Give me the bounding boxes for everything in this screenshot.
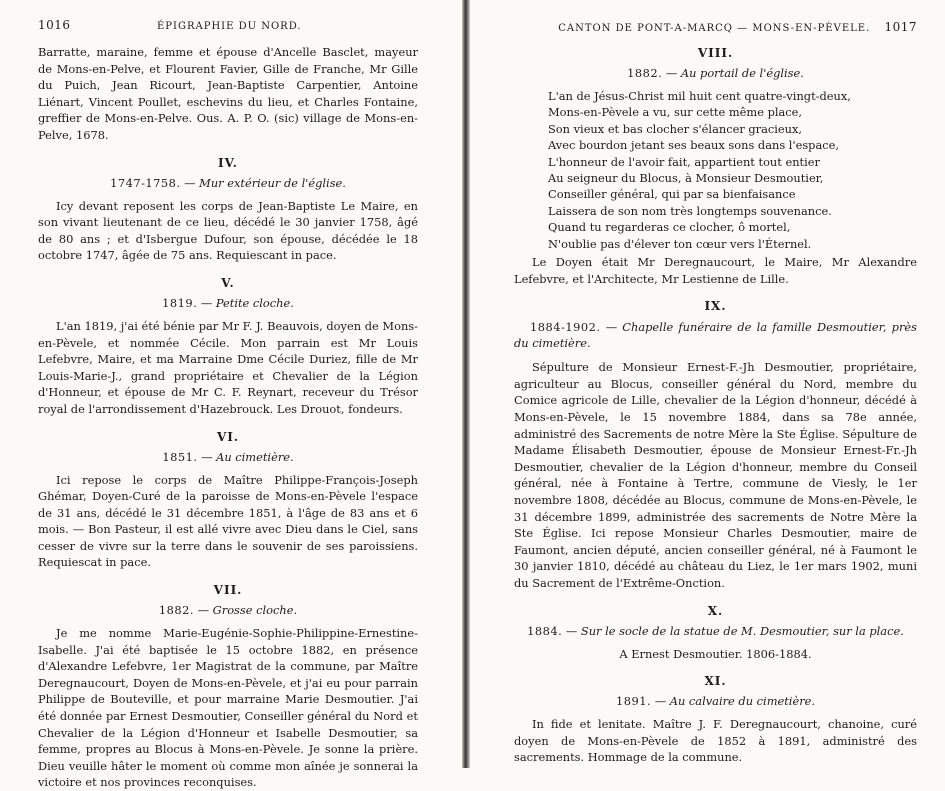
book-gutter [462, 0, 470, 768]
poem-line: Son vieux et bas clocher s'élancer gracieux, [548, 121, 803, 136]
section-9-text: Sépulture de Monsieur Ernest-F.-Jh Desmoutier, propriétaire, agriculteur au Blocus, conseiller général du Nord, membre du Comice agricole de Lille, chevalier de la Légion d'honneur, décédé à Mons-en-Pèvele, le 15 novembre 1884, dans sa 78e année, administré des Sacrements de notre Mère la Ste Église. Sépulture de Madame Élisabeth Desmoutier, épouse de Monsieur Ernest-Fr.-Jh Desmoutier, chevalier de la Légion d'honneur, membre du Conseil général, née à Fontaine à Tertre, commune de Viesly, le 1er novembre 1808, décédée au Blocus, commune de Mons-en-Pèvele, le 31 décembre 1899, administrée des sacrements de Notre Mère la Ste Église. Ici repose Monsieur Charles Desmoutier, maire de Faumont, ancien député, ancien conseiller général, né à Faumont le 30 janvier 1810, décédé au château du Liez, le 1er mars 1902, muni du Sacrement de l'Extrême-Onction. [514, 360, 917, 590]
section-7-heading [38, 603, 418, 617]
poem-line: L'honneur de l'avoir fait, appartient tout entier [548, 154, 820, 169]
section-4-numeral: IV. [217, 155, 238, 170]
section-6-text: Ici repose le corps de Maître Philippe-François-Joseph Ghémar, Doyen-Curé de la paroisse de Mons-en-Pèvele l'espace de 31 ans, décédé le 31 décembre 1851, à l'âge de 83 ans et 6 mois. — Bon Pasteur, il est allé vivre avec Dieu dans le Ciel, sans cesser de vivre sur la terre dans le souvenir de ses paroissiens. Requiescat in pace. [38, 472, 418, 570]
left-running-title: ÉPIGRAPHIE DU NORD. [157, 21, 302, 32]
poem-line: Conseiller général, qui par sa bienfaisance [548, 187, 796, 202]
section-8-poem [514, 88, 917, 252]
section-7-title: — Grosse cloche. [197, 603, 298, 618]
right-running-head [514, 20, 917, 34]
section-10-heading [514, 624, 917, 638]
section-9-date: 1884-1902. [530, 320, 601, 335]
section-10-text: A Ernest Desmoutier. 1806-1884. [619, 646, 812, 661]
section-4-text: Icy devant reposent les corps de Jean-Baptiste Le Maire, en son vivant lieutenant de ce lieu, décédé le 30 janvier 1758, âgé de 80 ans ; et d'Isbergue Dufour, son épouse, décédée le 18 octobre 1747, âgée de 75 ans. Requiescant in pace. [38, 198, 418, 263]
section-7-date: 1882. [158, 603, 195, 618]
section-7-text: Je me nomme Marie-Eugénie-Sophie-Philippine-Ernestine-Isabelle. J'ai été baptisée le 15 octobre 1882, en présence d'Alexandre Lefebvre, 1er Magistrat de la commune, par Maître Deregnaucourt, Doyen de Mons-en-Pèvele, et j'ai eu pour parrain Philippe de Bouteville, et pour marraine Marie Desmoutier. J'ai été donnée par Ernest Desmoutier, Conseiller général du Nord et Chevalier de la Légion d'Honneur et Isabelle Desmoutier, sa femme, propres au Blocus à Mons-en-Pèvele. Je sonne la prière. Dieu veuille hâter le moment où comme mon aînée je sonnerai la victoire et nos provinces reconquises. [38, 626, 418, 790]
section-4-title: — Mur extérieur de l'église. [184, 175, 346, 190]
section-7-numeral: VII. [213, 583, 243, 598]
section-11-heading [514, 694, 917, 708]
section-6-heading [38, 450, 418, 464]
section-11-text: In fide et lenitate. Maître J. F. Deregnaucourt, chanoine, curé doyen de Mons-en-Pèvele de 1852 à 1891, administré des sacrements. Hommage de la commune. [514, 717, 917, 765]
section-9-title: — Chapelle funéraire de la famille Desmoutier, près du cimetière. [514, 320, 917, 351]
left-page-number: 1016 [38, 18, 71, 32]
section-5-date: 1819. [162, 295, 198, 310]
section-8-date: 1882. [627, 66, 663, 80]
section-10-title: — Sur le socle de la statue de M. Desmoutier, sur la place. [565, 623, 904, 638]
section-11-date: 1891. [616, 694, 652, 709]
section-8-numeral: VIII. [697, 46, 734, 60]
poem-line: Quand tu regarderas ce clocher, ô mortel, [548, 220, 791, 235]
section-5-text: L'an 1819, j'ai été bénie par Mr F. J. Beauvois, doyen de Mons-en-Pèvele, et nommée Cécile. Mon parrain est Mr Louis Lefebvre, Maire, et ma Marraine Dme Cécile Duriez, fille de Mr Louis-Marie-J., grand propriétaire et Chevalier de la Légion d'Honneur, et épouse de Mr C. F. Reynart, receveur du Trésor royal de l'arrondissement d'Hazebrouck. Les Drouot, fondeurs. [38, 318, 418, 416]
section-4-heading [38, 176, 418, 190]
section-10-date: 1884. [527, 623, 563, 638]
right-page [470, 0, 945, 768]
right-running-title: CANTON DE PONT-A-MARCQ — MONS-EN-PÈVELE. [558, 23, 871, 34]
section-5-heading [38, 296, 418, 310]
poem-line: Au seigneur du Blocus, à Monsieur Desmoutier, [548, 171, 824, 186]
section-6-numeral: VI. [216, 429, 240, 444]
poem-line: Avec bourdon jetant ses beaux sons dans l'espace, [548, 138, 839, 153]
section-11-numeral: XI. [704, 674, 727, 689]
section-6-date: 1851. [162, 449, 198, 464]
poem-line: Laissera de son nom très longtemps souvenance. [548, 203, 832, 218]
section-6-title: — Au cimetière. [201, 449, 294, 464]
section-4-date: 1747-1758. [110, 175, 181, 190]
section-10-numeral: X. [707, 603, 724, 618]
section-9-numeral: IX. [704, 299, 727, 314]
section-5-numeral: V. [221, 275, 235, 290]
section-9-heading [514, 319, 917, 351]
section-5-title: — Petite cloche. [200, 295, 294, 310]
section-8-title: — Au portail de l'église. [665, 66, 804, 80]
poem-line: N'oublie pas d'élever ton cœur vers l'Éternel. [548, 236, 812, 251]
poem-line: L'an de Jésus-Christ mil huit cent quatre-vingt-deux, [548, 89, 851, 103]
poem-line: Mons-en-Pèvele a vu, sur cette même place, [548, 105, 803, 120]
right-page-number: 1017 [884, 20, 917, 34]
section-11-title: — Au calvaire du cimetière. [654, 694, 815, 709]
section-8-note: Le Doyen était Mr Deregnaucourt, le Maire, Mr Alexandre Lefebvre, et l'Architecte, Mr Lestienne de Lille. [514, 255, 917, 286]
left-running-head [38, 18, 418, 32]
section-8-heading [514, 66, 917, 80]
left-page [0, 0, 462, 790]
intro-paragraph: Barratte, maraine, femme et épouse d'Ancelle Basclet, mayeur de Mons-en-Pelve, et Flourent Favier, Gille de Franche, Mr Gille du Puich, Jean Ricourt, Jean-Baptiste Carpentier, Antoine Liénart, Vincent Poullet, eschevins du lieu, et Charles Fontaine, greffier de Mons-en-Pelve. Ous. A. P. O. (sic) village de Mons-en-Pelve, 1678. [38, 45, 418, 142]
